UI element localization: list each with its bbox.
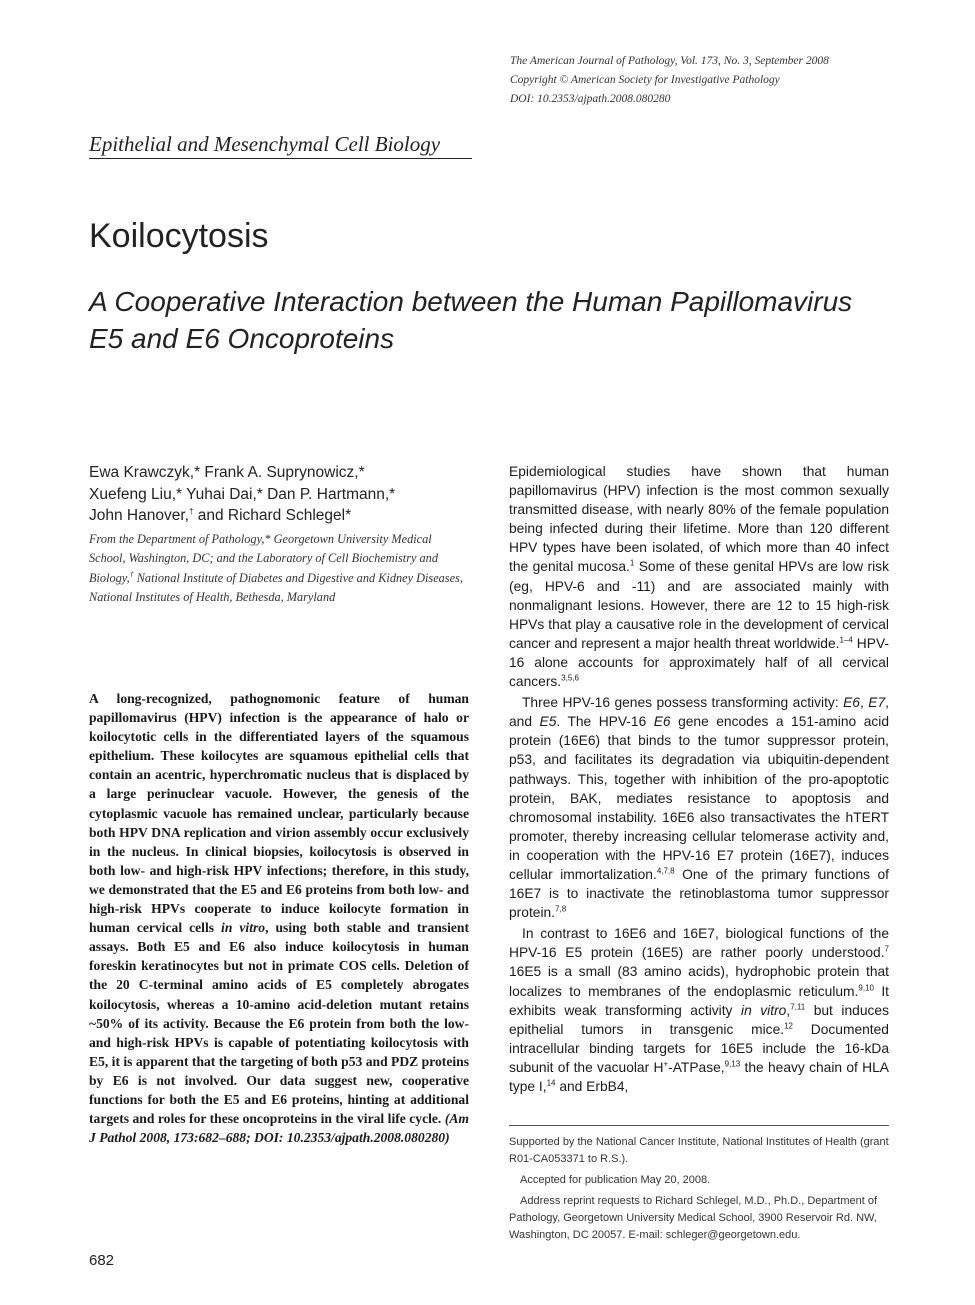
gene-e7: E7 — [868, 695, 886, 711]
reprint-note: Address reprint requests to Richard Schlegel, M.D., Ph.D., Department of Pathology, Georgetown University Medical School, 3900 Reservoir Rd. NW, Washington, DC 20057. E-mail: schleger@georgetown.edu. — [509, 1195, 878, 1241]
article-subtitle — [89, 283, 899, 357]
ref-mark: 7 — [884, 944, 889, 954]
p1-text-c: HPV-16 alone accounts for approximately half of all cervical cancers. — [509, 635, 889, 690]
p1-text-a: Epidemiological studies have shown that human papillomavirus (HPV) infection is the most common sexually transmitted disease, with nearly 80% of the female population being infected during their lifetime. More than 120 different HPV types have been isolated, of which more than 40 infect the genital mucosa. — [509, 464, 889, 575]
ref-mark: 9,13 — [724, 1059, 741, 1069]
dagger-mark: † — [188, 506, 194, 516]
ref-mark: 12 — [784, 1021, 793, 1031]
author-line-3-end: and Richard Schlegel* — [193, 507, 352, 524]
journal-citation-line: The American Journal of Pathology, Vol. 173, No. 3, September 2008 — [510, 55, 829, 67]
ref-mark: 9,10 — [858, 982, 874, 992]
author-line-3 — [89, 505, 489, 527]
affiliation-part-1: From the Department of Pathology,* Georgetown University Medical School, Washington, DC; and the Laboratory of Cell Biochemistry and Biology, — [89, 532, 438, 585]
subtitle-line-1: A Cooperative Interaction between the Human Papillomavirus — [89, 286, 853, 317]
abstract-text-1: A long-recognized, pathognomonic feature of human papillomavirus (HPV) infection is the appearance of halo or koilocytotic cells in the differentiated layers of the squamous epithelium. These koilocytes are squamous epithelial cells that contain an acentric, hyperchromatic nucleus that is displaced by a large perinuclear vacuole. However, the genesis of the cytoplasmic vacuole has remained unclear, particularly because both HPV DNA replication and virion assembly occur exclusively in the nucleus. In clinical biopsies, koilocytosis is observed in both low- and high-risk HPV infections; therefore, in this study, we demonstrated that the E5 and E6 proteins from both low- and high-risk HPVs cooperate to induce koilocyte formation in human cervical cells — [89, 691, 469, 936]
affiliation-dagger: † — [129, 569, 134, 579]
p2-sep-2: , and — [509, 695, 889, 730]
journal-header — [510, 52, 910, 109]
ref-mark: 1–4 — [839, 635, 853, 645]
article-title: Koilocytosis — [89, 217, 269, 255]
affiliation-part-2: National Institute of Diabetes and Digestive and Kidney Diseases, National Institutes of Health, Bethesda, Maryland — [89, 570, 463, 604]
subtitle-line-2: E5 and E6 Oncoproteins — [89, 323, 395, 354]
footnotes — [509, 1125, 889, 1248]
gene-e6-second: E6 — [653, 714, 671, 730]
p3-text-g: the heavy chain of HLA type I, — [509, 1059, 889, 1094]
author-list — [89, 462, 489, 527]
p3-text-b: 16E5 is a small (83 amino acids), hydrophobic protein that localizes to membranes of the endoplasmic reticulum. — [509, 964, 889, 999]
body-paragraph-3 — [509, 924, 889, 1096]
body-text — [509, 462, 889, 1096]
abstract-text-2: , using both stable and transient assays. Both E5 and E6 also induce koilocytosis in human foreskin keratinocytes but not in primate COS cells. Deletion of the 20 C-terminal amino acids of E5 completely abrogates koilocytosis, whereas a 10-amino acid-deletion mutant retains ~50% of its activity. Because the E6 protein from both the low- and high-risk HPVs is capable of potentiating koilocytosis with E5, it is apparent that the targeting of both p53 and PDZ proteins by E6 is not involved. Our data suggest new, cooperative functions for both the E5 and E6 proteins, hinting at additional targets and roles for these oncoproteins in the viral life cycle. — [89, 920, 469, 1127]
author-line-2: Xuefeng Liu,* Yuhai Dai,* Dan P. Hartmann,* — [89, 485, 396, 503]
p2-text-a: Three HPV-16 genes possess transforming activity: — [522, 695, 844, 711]
p3-text-a: In contrast to 16E6 and 16E7, biological functions of the HPV-16 E5 protein (16E5) are rather poorly understood. — [509, 926, 889, 961]
gene-e5: E5 — [539, 714, 557, 730]
acceptance-note: Accepted for publication May 20, 2008. — [520, 1174, 711, 1186]
author-line-3-start: John Hanover, — [89, 507, 189, 524]
p2-text-b: . The HPV-16 — [556, 714, 654, 730]
author-line-1: Ewa Krawczyk,* Frank A. Suprynowicz,* — [89, 464, 365, 481]
ref-mark: 4,7,8 — [656, 866, 675, 876]
abstract — [89, 689, 469, 1147]
p1-text-b: Some of these genital HPVs are low risk (eg, HPV-6 and -11) and are associated mainly with nonmalignant lesions. However, there are 12 to 15 high-risk HPVs that play a causative role in the development of cervical cancer and represent a major health threat worldwide. — [509, 559, 889, 651]
ref-mark: 3,5,6 — [561, 673, 579, 683]
abstract-in-vitro: in vitro — [221, 920, 266, 936]
affiliations — [89, 530, 469, 607]
p3-text-e: Documented intracellular binding targets for 16E5 include the 16-kDa subunit of the vacuolar H — [509, 1021, 889, 1075]
p3-in-vitro: in vitro — [741, 1002, 787, 1018]
funding-note: Supported by the National Cancer Institute, National Institutes of Health (grant R01-CA053371 to R.S.). — [509, 1136, 889, 1165]
superscript-plus: + — [663, 1059, 669, 1069]
body-paragraph-2 — [509, 693, 889, 922]
p3-text-f: -ATPase, — [668, 1059, 725, 1075]
page-number: 682 — [89, 1252, 115, 1269]
ref-mark: 1 — [629, 558, 635, 568]
abstract-citation: (Am J Pathol 2008, 173:682–688; DOI: 10.2353/ajpath.2008.080280) — [89, 1111, 469, 1146]
p2-text-c: gene encodes a 151-amino acid protein (16E6) that binds to the tumor suppressor protein, p53, and facilitates its degradation via ubiquitin-dependent pathways. This, together with inhibition of the pro-apoptotic protein, BAK, mediates resistance to apoptosis and chromosomal instability. 16E6 also transactivates the hTERT promoter, thereby increasing cellular telomerase activity and, in cooperation with the HPV-16 E7 protein (16E7), induces cellular immortalization. — [509, 714, 890, 882]
p2-sep-1: , — [859, 695, 869, 711]
ref-mark: 7,11 — [790, 1002, 806, 1012]
ref-mark: 7,8 — [555, 904, 567, 914]
section-heading: Epithelial and Mesenchymal Cell Biology — [89, 130, 472, 159]
copyright-line: Copyright © American Society for Investigative Pathology — [510, 74, 780, 86]
ref-mark: 14 — [546, 1078, 556, 1088]
p3-text-h: and ErbB4, — [555, 1079, 629, 1094]
p2-text-d: One of the primary functions of 16E7 is to inactivate the retinoblastoma tumor suppressor protein. — [509, 866, 890, 921]
body-paragraph-1 — [509, 462, 889, 691]
p3-text-d: but induces epithelial tumors in transgenic mice. — [509, 1002, 889, 1037]
p3-sep: , — [786, 1002, 791, 1018]
gene-e6: E6 — [843, 695, 860, 711]
p3-text-c: It exhibits weak transforming activity — [509, 983, 889, 1018]
doi-line: DOI: 10.2353/ajpath.2008.080280 — [510, 93, 671, 105]
